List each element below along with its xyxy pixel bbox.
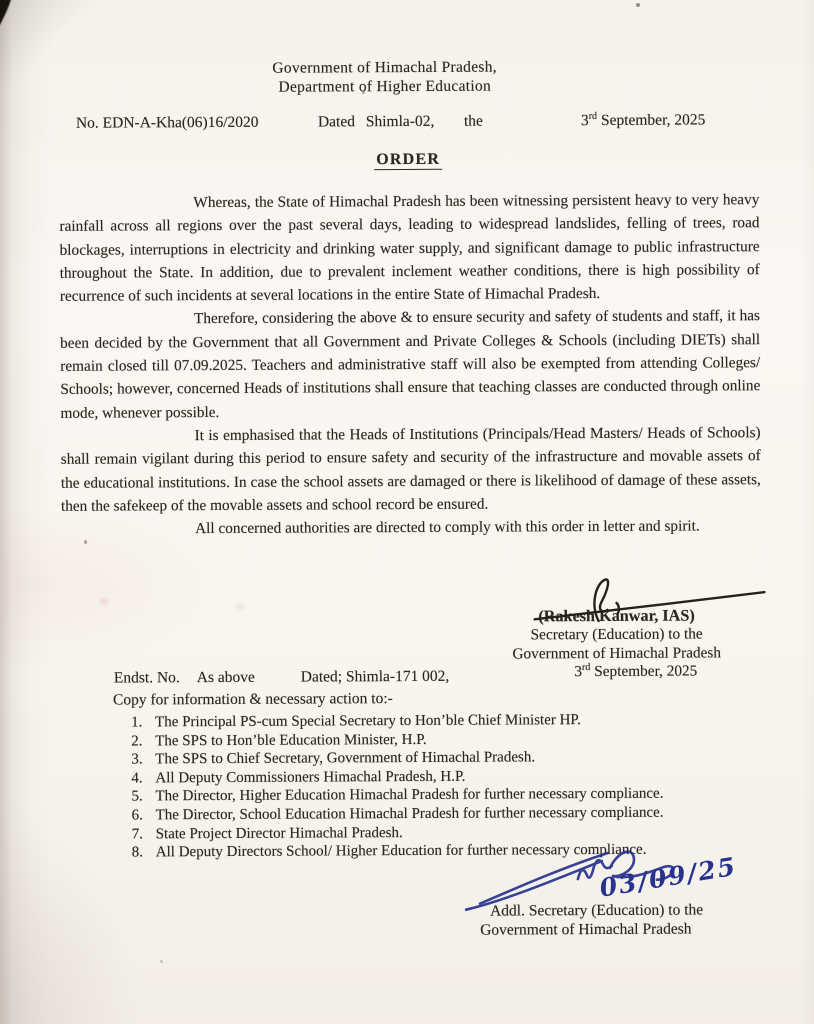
dated-place: Dated Shimla-02, (317, 112, 435, 131)
recipient-item (132, 804, 664, 825)
second-signatory-block (480, 901, 703, 939)
recipient-text: All Deputy Commissioners Himachal Pradesh, H.P. (155, 768, 466, 787)
the-word: the (463, 112, 483, 130)
paragraph-emphasised: It is emphasised that the Heads of Institutions (Principals/Head Masters/ Heads of Schools) shall remain vigilant during this period to ensure safety and security of the infrastructure and movable assets of the educational institutions. In case the school assets are damaged or there is likelihood of damage of these assets, then the safekeep of the movable assets and school record be ensured. (60, 424, 761, 515)
signatory-block (483, 606, 751, 682)
department-name: Department of Higher Education (278, 77, 492, 96)
recipient-text: The Director, Higher Education Himachal Pradesh for further necessary compliance. (155, 786, 664, 805)
scan-speck (236, 604, 244, 610)
recipient-number: 2. (131, 732, 143, 750)
second-signatory-designation-1: Addl. Secretary (Education) to the (490, 901, 704, 920)
scan-speck (160, 960, 163, 963)
org-name: Government of Himachal Pradesh, (272, 58, 497, 77)
recipient-text: State Project Director Himachal Pradesh. (155, 824, 403, 842)
recipient-text: The SPS to Hon’ble Education Minister, H.P. (155, 731, 427, 749)
recipient-number: 3. (131, 751, 143, 768)
recipient-text: The Principal PS-cum Special Secretary to Hon’ble Chief Minister HP. (155, 712, 581, 731)
order-date-day: 3 (580, 112, 589, 130)
reference-number: No. EDN-A-Kha(06)16/2020 (75, 113, 259, 132)
signatory-date-ordinal: rd (582, 661, 591, 673)
paragraph-therefore: Therefore, considering the above & to ensure security and safety of students and staff, it has been decided by the Government that all Government and Private Colleges & Schools (including DIETs) shall remain closed till 07.09.2025. Teachers and administrative staff will also be exempted from attending Colleges/ Schools; however, concerned Heads of institutions shall ensure that teaching classes are conducted through online mode, whenever possible. (60, 307, 761, 422)
signatory-name: (Rakesh Kanwar, IAS) (538, 606, 695, 626)
order-date-ordinal: rd (588, 110, 598, 122)
signatory-designation-2: Government of Himachal Pradesh (512, 643, 722, 662)
reference-line (0, 111, 812, 137)
recipient-item (132, 841, 664, 862)
signatory-date-day: 3 (574, 663, 583, 681)
handwritten-date: 03/09/25 (597, 851, 739, 903)
signatory-designation-1: Secretary (Education) to the (530, 625, 703, 644)
endst-dated: Dated; Shimla-171 002, (300, 667, 450, 686)
scan-speck (84, 540, 87, 544)
recipient-list (131, 711, 664, 863)
closing-line: All concerned authorities are directed to comply with this order in letter and spirit. (195, 517, 700, 538)
endorsement-line (114, 668, 450, 688)
signatory-date (483, 662, 751, 682)
recipient-number: 6. (131, 807, 143, 824)
order-heading-row (60, 149, 756, 171)
scan-speck (588, 293, 591, 296)
endst-number-value: As above (196, 668, 255, 687)
order-date (581, 111, 705, 130)
order-heading: ORDER (374, 151, 442, 170)
scan-speck (636, 3, 640, 7)
second-signatory-designation-2: Government of Himachal Pradesh (480, 920, 692, 939)
recipient-number: 8. (131, 844, 144, 861)
recipient-number: 7. (131, 825, 143, 843)
recipient-number: 5. (131, 788, 143, 805)
letterhead (60, 56, 710, 97)
scan-speck (100, 598, 109, 605)
recipient-number: 4. (131, 770, 143, 787)
copy-to-line: Copy for information & necessary action to:- (112, 690, 393, 709)
endst-number-label: Endst. No. (113, 669, 180, 687)
recipient-number: 1. (131, 714, 143, 731)
recipient-text: All Deputy Directors School/ Higher Education for further necessary compliance. (155, 841, 647, 861)
paragraph-whereas: Whereas, the State of Himachal Pradesh has been witnessing persistent heavy to very heavy rainfall across all regions over the past several days, leading to widespread landslides, felling of trees, road blockages, interruptions in electricity and drinking water supply, and significant damage to public infrastructure throughout the State. In addition, due to prevalent inclement weather conditions, there is high possibility of recurrence of such incidents at several locations in the entire State of Himachal Pradesh. (59, 191, 760, 306)
scan-speck (362, 91, 365, 94)
signatory-date-rest: September, 2025 (590, 662, 698, 681)
order-date-rest: September, 2025 (597, 111, 706, 129)
recipient-text: The SPS to Chief Secretary, Government of Himachal Pradesh. (155, 749, 536, 768)
recipient-text: The Director, School Education Himachal Pradesh for further necessary compliance. (155, 804, 664, 824)
order-body (59, 188, 761, 541)
